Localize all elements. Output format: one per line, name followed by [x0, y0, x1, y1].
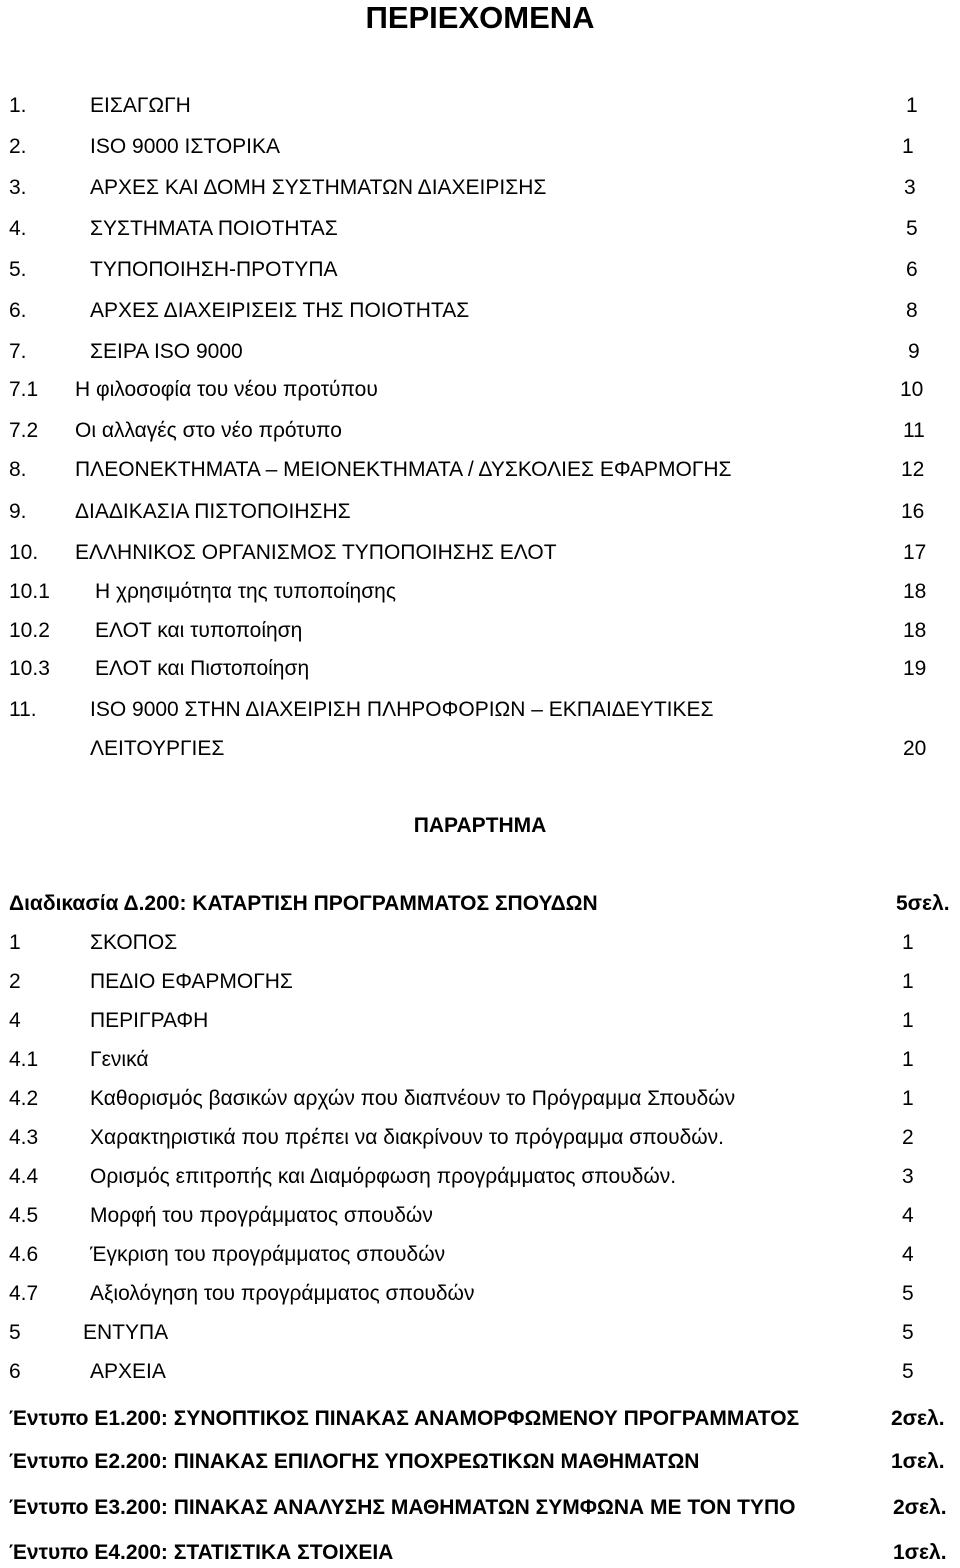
toc-label: Η χρησιμότητα της τυποποίησης	[95, 580, 396, 603]
toc-page: 1	[902, 135, 914, 158]
toc-label: ΕΙΣΑΓΩΓΗ	[90, 94, 191, 117]
item-label: Έγκριση του προγράμματος σπουδών	[90, 1243, 446, 1266]
toc-entry	[0, 616, 960, 646]
item-number: 4.3	[9, 1126, 39, 1149]
toc-page: 9	[908, 340, 920, 363]
toc-page: 12	[901, 458, 925, 481]
toc-number: 10.	[9, 541, 39, 564]
item-number: 4.1	[9, 1048, 39, 1071]
toc-number: 10.2	[9, 619, 50, 642]
form-pages: 2σελ.	[893, 1496, 947, 1519]
procedure-item	[0, 1162, 960, 1192]
form-entry	[0, 1404, 960, 1434]
toc-page: 8	[906, 299, 918, 322]
procedure-item	[0, 1045, 960, 1075]
toc-entry	[0, 577, 960, 607]
procedure-item	[0, 1123, 960, 1153]
toc-page: 16	[901, 500, 925, 523]
toc-label: ΛΕΙΤΟΥΡΓΙΕΣ	[90, 737, 225, 760]
item-number: 4.5	[9, 1204, 39, 1227]
item-label: ΣΚΟΠΟΣ	[90, 931, 178, 954]
toc-entry	[0, 375, 960, 405]
procedure-item	[0, 928, 960, 958]
toc-number: 2.	[9, 135, 27, 158]
item-label: Αξιολόγηση του προγράμματος σπουδών	[90, 1282, 475, 1305]
item-label: ΕΝΤΥΠΑ	[83, 1321, 169, 1344]
toc-label: ΑΡΧΕΣ ΚΑΙ ΔΟΜΗ ΣΥΣΤΗΜΑΤΩΝ ΔΙΑΧΕΙΡΙΣΗΣ	[90, 176, 547, 199]
form-pages: 1σελ.	[893, 1541, 947, 1564]
toc-page: 19	[903, 657, 927, 680]
toc-number: 8.	[9, 458, 27, 481]
procedure-pages: 5σελ.	[896, 892, 950, 915]
toc-label: Οι αλλαγές στο νέο πρότυπο	[75, 419, 342, 442]
item-number: 1	[9, 931, 21, 954]
toc-number: 5.	[9, 258, 27, 281]
toc-number: 10.1	[9, 580, 50, 603]
item-number: 2	[9, 970, 21, 993]
item-label: Ορισμός επιτροπής και Διαμόρφωση προγράμματος σπουδών.	[90, 1165, 677, 1188]
toc-entry	[0, 654, 960, 684]
procedure-item	[0, 1279, 960, 1309]
appendix-heading: ΠΑΡΑΡΤΗΜΑ	[413, 814, 547, 837]
toc-page: 18	[903, 619, 927, 642]
procedure-item	[0, 1240, 960, 1270]
item-page: 5	[902, 1360, 914, 1383]
toc-page: 6	[906, 258, 918, 281]
item-label: ΠΕΡΙΓΡΑΦΗ	[90, 1009, 209, 1032]
form-entry	[0, 1493, 960, 1523]
toc-entry	[0, 91, 960, 121]
procedure-item	[0, 1318, 960, 1348]
form-entry	[0, 1538, 960, 1568]
procedure-item	[0, 967, 960, 997]
item-page: 1	[902, 970, 914, 993]
toc-number: 7.1	[9, 378, 39, 401]
item-number: 5	[9, 1321, 21, 1344]
toc-label: ΕΛΟΤ και Πιστοποίηση	[95, 657, 310, 680]
toc-label: ΤΥΠΟΠΟΙΗΣΗ-ΠΡΟΤΥΠΑ	[90, 258, 338, 281]
toc-entry	[0, 214, 960, 244]
item-number: 4.2	[9, 1087, 39, 1110]
item-number: 4	[9, 1009, 21, 1032]
item-page: 5	[902, 1282, 914, 1305]
procedure-item	[0, 1201, 960, 1231]
page-title: ΠΕΡΙΕΧΟΜΕΝΑ	[365, 0, 595, 35]
toc-label: ISO 9000 ΣΤΗΝ ΔΙΑΧΕΙΡΙΣΗ ΠΛΗΡΟΦΟΡΙΩΝ – ΕΚΠΑΙΔΕΥΤΙΚΕΣ	[90, 698, 714, 721]
toc-entry	[0, 695, 960, 725]
item-number: 6	[9, 1360, 21, 1383]
toc-number: 1.	[9, 94, 27, 117]
form-entry	[0, 1447, 960, 1477]
item-page: 5	[902, 1321, 914, 1344]
toc-number: 6.	[9, 299, 27, 322]
toc-page: 17	[903, 541, 927, 564]
item-label: ΑΡΧΕΙΑ	[90, 1360, 166, 1383]
item-page: 1	[902, 931, 914, 954]
toc-page: 3	[904, 176, 916, 199]
item-page: 3	[902, 1165, 914, 1188]
item-page: 1	[902, 1048, 914, 1071]
toc-page: 1	[906, 94, 918, 117]
form-label: Έντυπο Ε1.200: ΣΥΝΟΠΤΙΚΟΣ ΠΙΝΑΚΑΣ ΑΝΑΜΟΡΦΩΜΕΝΟΥ ΠΡΟΓΡΑΜΜΑΤΟΣ	[9, 1407, 800, 1430]
toc-number: 7.	[9, 340, 27, 363]
form-label: Έντυπο Ε2.200: ΠΙΝΑΚΑΣ ΕΠΙΛΟΓΗΣ ΥΠΟΧΡΕΩΤΙΚΩΝ ΜΑΘΗΜΑΤΩΝ	[9, 1450, 700, 1473]
toc-entry	[0, 173, 960, 203]
item-page: 1	[902, 1009, 914, 1032]
toc-label: ISO 9000 ΙΣΤΟΡΙΚΑ	[90, 135, 281, 158]
item-label: Χαρακτηριστικά που πρέπει να διακρίνουν το πρόγραμμα σπουδών.	[90, 1126, 724, 1149]
toc-page: 20	[903, 737, 927, 760]
toc-entry	[0, 132, 960, 162]
procedure-item	[0, 1006, 960, 1036]
item-label: Καθορισμός βασικών αρχών που διαπνέουν το Πρόγραμμα Σπουδών	[90, 1087, 736, 1110]
item-page: 2	[902, 1126, 914, 1149]
form-pages: 2σελ.	[891, 1407, 945, 1430]
toc-entry	[0, 455, 960, 485]
procedure-title-row	[0, 889, 960, 919]
procedure-item	[0, 1357, 960, 1387]
toc-label: ΕΛΛΗΝΙΚΟΣ ΟΡΓΑΝΙΣΜΟΣ ΤΥΠΟΠΟΙΗΣΗΣ ΕΛΟΤ	[75, 541, 557, 564]
item-label: ΠΕΔΙΟ ΕΦΑΡΜΟΓΗΣ	[90, 970, 293, 993]
form-pages: 1σελ.	[891, 1450, 945, 1473]
item-number: 4.7	[9, 1282, 39, 1305]
toc-label: ΣΥΣΤΗΜΑΤΑ ΠΟΙΟΤΗΤΑΣ	[90, 217, 338, 240]
toc-label: Η φιλοσοφία του νέου προτύπου	[75, 378, 378, 401]
toc-page: 11	[903, 419, 925, 442]
toc-entry	[0, 538, 960, 568]
toc-page: 18	[903, 580, 927, 603]
toc-label: ΣΕΙΡΑ ISO 9000	[90, 340, 243, 363]
toc-entry	[0, 296, 960, 326]
item-label: Γενικά	[90, 1048, 149, 1071]
toc-number: 7.2	[9, 419, 39, 442]
toc-label: ΠΛΕΟΝΕΚΤΗΜΑΤΑ – ΜΕΙΟΝΕΚΤΗΜΑΤΑ / ΔΥΣΚΟΛΙΕΣ ΕΦΑΡΜΟΓΗΣ	[75, 458, 732, 481]
toc-number: 4.	[9, 217, 27, 240]
toc-label: ΑΡΧΕΣ ΔΙΑΧΕΙΡΙΣΕΙΣ ΤΗΣ ΠΟΙΟΤΗΤΑΣ	[90, 299, 470, 322]
procedure-item	[0, 1084, 960, 1114]
item-number: 4.6	[9, 1243, 39, 1266]
item-page: 1	[902, 1087, 914, 1110]
item-label: Μορφή του προγράμματος σπουδών	[90, 1204, 433, 1227]
toc-page: 10	[900, 378, 924, 401]
form-label: Έντυπο Ε4.200: ΣΤΑΤΙΣΤΙΚΑ ΣΤΟΙΧΕΙΑ	[9, 1541, 394, 1564]
toc-number: 9.	[9, 500, 27, 523]
toc-number: 10.3	[9, 657, 50, 680]
item-number: 4.4	[9, 1165, 39, 1188]
item-page: 4	[902, 1243, 914, 1266]
toc-entry	[0, 337, 960, 367]
toc-number: 11.	[9, 698, 37, 721]
item-page: 4	[902, 1204, 914, 1227]
toc-number: 3.	[9, 176, 27, 199]
toc-page: 5	[906, 217, 918, 240]
toc-label: ΔΙΑΔΙΚΑΣΙΑ ΠΙΣΤΟΠΟΙΗΣΗΣ	[75, 500, 351, 523]
toc-entry	[0, 734, 960, 764]
toc-entry	[0, 255, 960, 285]
form-label: Έντυπο Ε3.200: ΠΙΝΑΚΑΣ ΑΝΑΛΥΣΗΣ ΜΑΘΗΜΑΤΩΝ ΣΥΜΦΩΝΑ ΜΕ ΤΟΝ ΤΥΠΟ	[9, 1496, 796, 1519]
procedure-title: Διαδικασία Δ.200: ΚΑΤΑΡΤΙΣΗ ΠΡΟΓΡΑΜΜΑΤΟΣ ΣΠΟΥΔΩΝ	[9, 892, 598, 915]
toc-entry	[0, 497, 960, 527]
toc-label: ΕΛΟΤ και τυποποίηση	[95, 619, 303, 642]
toc-entry	[0, 416, 960, 446]
